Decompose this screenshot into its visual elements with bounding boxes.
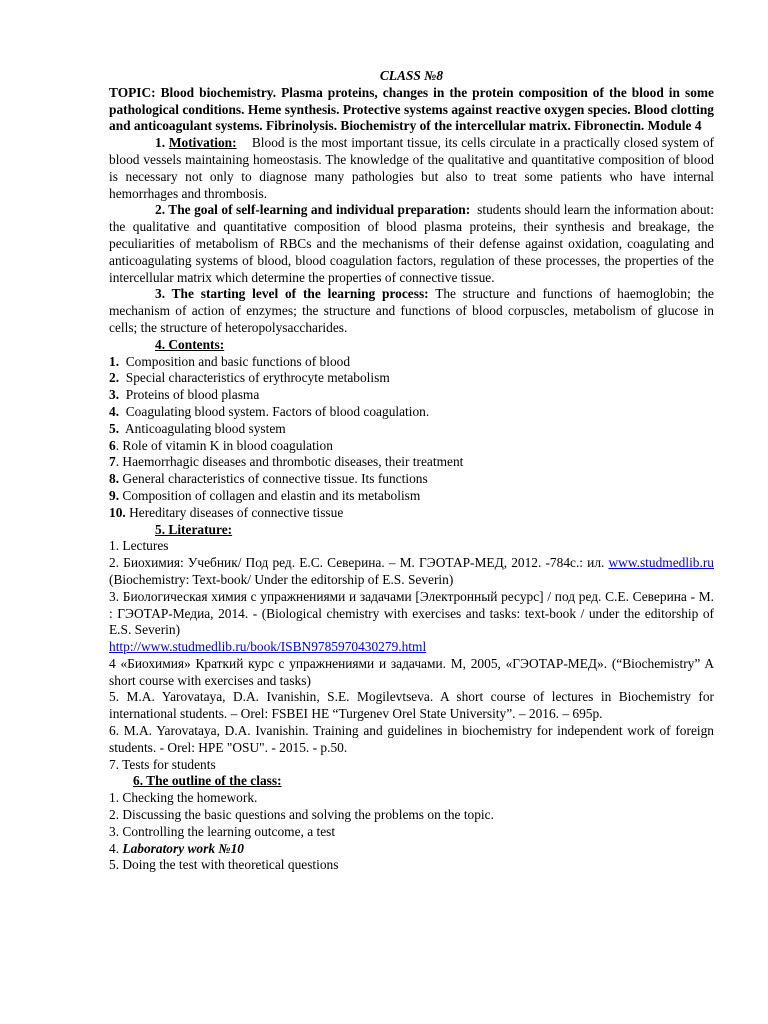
list-item: 3. Controlling the learning outcome, a test xyxy=(109,823,336,839)
topic-heading: TOPIC: Blood biochemistry. Plasma proteins, changes in the protein composition of the blood in some pathological conditions. Heme synthesis. Protective systems against reactive oxygen species. Blood clotting and anticoagulant systems. Fibrinolysis. Biochemistry of the intercellular matrix. Fibronectin. Module 4 xyxy=(109,84,714,134)
literature-list xyxy=(109,538,714,773)
list-item: 2. Биохимия: Учебник/ Под ред. Е.С. Северина. – М. ГЭОТАР-МЕД, 2012. -784с.: ил. www.studmedlib.ru (Biochemistry: Text-book/ Under the editorship of E.S. Severin) xyxy=(109,555,714,587)
list-item: 5. Anticoagulating blood system xyxy=(109,420,286,436)
goal-label: 2. The goal of self-learning and individual preparation: xyxy=(155,202,471,218)
starting-level-label: 3. The starting level of the learning process: xyxy=(155,286,429,302)
outline-heading: 6. The outline of the class: xyxy=(133,773,282,789)
list-item: 6. M.A. Yarovataya, D.A. Ivanishin. Training and guidelines in biochemistry for independent work of foreign students. - Orel: HPE "OSU". - 2015. - p.50. xyxy=(109,723,714,755)
list-item: 6. Role of vitamin K in blood coagulation xyxy=(109,437,333,453)
list-item: 4. Coagulating blood system. Factors of blood coagulation. xyxy=(109,403,430,419)
contents-list xyxy=(109,354,714,522)
list-item: 3. Биологическая химия с упражнениями и задачами [Электронный ресурс] / под ред. С.Е. Северина - М. : ГЭОТАР-Медиа, 2014. - (Biological chemistry with exercises and tasks: text-book / under the editorship of E.S. Severin) http://www.studmedlib.ru/book/ISBN9785970430279.html xyxy=(109,588,714,655)
list-item: 9. Composition of collagen and elastin and its metabolism xyxy=(109,487,421,503)
list-item: 10. Hereditary diseases of connective tissue xyxy=(109,504,344,520)
isbn-book-link[interactable]: http://www.studmedlib.ru/book/ISBN9785970430279.html xyxy=(109,639,427,655)
list-item: 1. Checking the homework. xyxy=(109,790,258,806)
list-item: 7. Tests for students xyxy=(109,756,216,772)
list-item: 4 «Биохимия» Краткий курс с упражнениями и задачами. М, 2005, «ГЭОТАР-МЕД». (“Biochemistry” A short course with exercises and tasks) xyxy=(109,655,714,688)
list-item: 1. Composition and basic functions of blood xyxy=(109,353,351,369)
list-item: 8. General characteristics of connective tissue. Its functions xyxy=(109,471,428,487)
document-page xyxy=(109,68,714,874)
outline-list xyxy=(109,790,714,874)
class-title: CLASS №8 xyxy=(379,68,444,83)
studmedlib-link[interactable]: www.studmedlib.ru xyxy=(608,555,714,571)
motivation-paragraph: 1. Motivation: Blood is the most important tissue, its cells circulate in a practically closed system of blood vessels maintaining homeostasis. The knowledge of the qualitative and quantitative composition of blood is necessary not only to diagnose many pathologies but also to treat some patients who have internal hemorrhages and thrombosis. xyxy=(109,135,715,201)
list-item: 5. Doing the test with theoretical questions xyxy=(109,857,339,873)
list-item: 4. Laboratory work №10 xyxy=(109,840,245,856)
list-item: 3. Proteins of blood plasma xyxy=(109,387,260,403)
goal-paragraph: 2. The goal of self-learning and individual preparation: students should learn the information about: the qualitative and quantitative composition of blood plasma proteins, their synthesis and breakage, the peculiarities of metabolism of RBCs and the mechanisms of their defense against oxidation, coagulating and anticoagulating systems of blood, blood coagulation factors, regulation of these processes, the properties of the intercellular matrix which determine the properties of connective tissue. xyxy=(109,202,714,285)
list-item: 7. Haemorrhagic diseases and thrombotic diseases, their treatment xyxy=(109,454,464,470)
list-item: 1. Lectures xyxy=(109,538,169,554)
list-item: 2. Discussing the basic questions and solving the problems on the topic. xyxy=(109,807,494,823)
motivation-label: Motivation: xyxy=(168,135,237,151)
contents-heading: 4. Contents: xyxy=(155,336,225,352)
starting-level-paragraph: 3. The starting level of the learning process: The structure and functions of haemoglobin; the mechanism of action of enzymes; the structure and functions of blood corpuscles, metabolism of glucose in cells; the structure of heteropolysaccharides. xyxy=(109,286,714,335)
literature-heading: 5. Literature: xyxy=(155,521,233,537)
list-item: 5. M.A. Yarovataya, D.A. Ivanishin, S.E. Mogilevtseva. A short course of lectures in Biochemistry for international students. – Orel: FSBEI HE “Turgenev Orel State University”. – 2016. – 695p. xyxy=(109,689,714,722)
list-item: 2. Special characteristics of erythrocyte metabolism xyxy=(109,370,390,386)
